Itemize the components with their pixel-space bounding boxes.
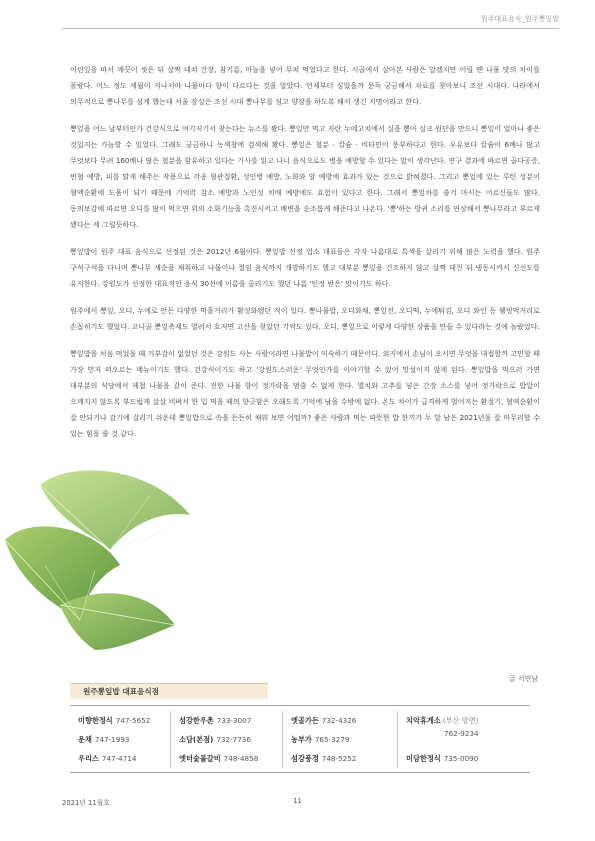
article-paragraph-2: 뽕잎을 어느 날부터인가 건강식으로 여기저기서 찾는다는 뉴스를 봤다. 뽕잎만 먹고 자란 누에고치에서 실을 뽑아 실크 원단을 만드니 뽕잎이 얼마나 좋은 것일지는 가늠할 수 있었다. 그래도 궁금하니 녹색창에 검색해 봤다. 뽕잎은 철분 · 칼슘 · 비타민이 풍부하다고 한다. 우유보다 칼슘이 6배나 많고 무엇보다 무려 160배나 많은 철분을 함유하고 있다는 기사를 읽고 나니 음식으로도 병을 예방할 수 있다는 말이 생각난다. 연구 결과에 따르면 골다공증, 빈혈 예방, 피를 맑게 해주는 작용으로 각종 혈관질환, 성인병 예방, 노화와 암 예방에 효과가 있는 것으로 밝혀졌다. 그리고 뽕잎에 있는 루틴 성분이 혈액순환에 도움이 되기 때문에 기억력 감소 예방과 노인성 치매 예방에도 효험이 있다고 한다. 그래서 뽕잎차를 즐겨 마시는 어르신들도 많다. 동의보감에 따르면 오디를 많이 먹으면 위의 소화기능을 촉진시키고 배변을 순조롭게 해준다고 나온다. '뽕'하는 방귀 소리를 연상해서 뽕나무라고 부르게 됐다는 게 그럴듯하다.	[70, 124, 540, 229]
article-paragraph-5: 뽕잎밥을 처음 먹었을 때 거부감이 없었던 것은 강원도 사는 사람이라면 나물밥이 익숙하기 때문이다. 외지에서 손님이 오시면 무엇을 대접할까 고민할 때 가장 먼저 떠오르는 메뉴이기도 했다. 건강식이기도 하고 '강원도스러운' 무엇인가를 이야기할 수 있어 망설이지 않게 된다. 뽕잎밥을 먹으러 가면 대부분의 식당에서 제철 나물을 같이 준다. 진한 나물 향이 젓가락을 멈출 수 없게 한다. 멸치와 고추를 넣은 간장 소스를 넣어 젓가락으로 밥알이 으깨지지 않도록 부드럽게 살살 비벼서 한 입 먹을 때의 향긋함은 오래도록 기억에 남을 수밖에 없다. 온도 차이가 급격하게 벌어지는 환절기, 혈액순환이 잘 안되거나 감기에 걸리기 쉬운데 뽕잎밥으로 속을 든든히 채워 보면 어떨까? 좋은 사람과 먹는 따뜻한 밥 한끼가 두 달 남은 2021년을 잘 마무리할 수 있는 힘을 줄 것 같다.	[70, 349, 540, 438]
restaurant-direction-note: (부산 방면)	[442, 716, 479, 725]
restaurant-name: 미담한정식	[406, 754, 441, 763]
restaurant-phone: 747-5652	[115, 716, 151, 725]
article-paragraph-3: 뽕잎밥이 원주 대표 음식으로 선정된 것은 2012년 6월이다. 뽕잎밥 선정 업소 대표들은 각자 나름대로 특색을 살리기 위해 많은 노력을 했다. 원주 구석구석을 다니며 뽕나무 새순을 채취하고 나물이나 절임 음식까지 개발하기도 했고 대부분 뽕잎을 건조하지 않고 살짝 데친 뒤 냉동시켜서 신선도를 유지한다. 강원도가 선정한 대표적인 음식 30선에 이름을 올리기도 했던 나름 '인정 받은' 맛이기도 하다.	[70, 247, 540, 288]
listing-table	[70, 705, 530, 773]
restaurant-name: 우리스	[78, 754, 99, 763]
restaurant-name: 미향한정식	[78, 716, 113, 725]
mulberry-leaves-illustration	[0, 455, 205, 655]
restaurant-entry	[179, 730, 282, 749]
header-divider	[62, 28, 559, 29]
restaurant-phone: 748-5252	[321, 754, 357, 763]
page-number: 11	[293, 797, 302, 805]
restaurant-name: 엣터숯불갈비	[179, 754, 221, 763]
section-header-label: 원주대표음식_원주뽕잎밥	[480, 15, 559, 23]
listing-column	[397, 711, 527, 768]
listing-column	[70, 711, 170, 768]
article-paragraph-1: 어린잎을 따서 깨끗이 씻은 뒤 살짝 데쳐 간장, 참기름, 마늘을 넣어 무쳐 먹었다고 한다. 시골에서 살아본 사람은 알겠지만 어릴 땐 나물 맛의 차이를 몰랐다. 어느 정도 세월이 지나서야 나물마다 향이 다르다는 것을 알았다. 언제부터 심었을까 문득 궁금해서 자료를 찾아보니 조선 시대다. 나라에서 의무적으로 뽕나무를 심게 했는데 서울 잠실은 조선 시대 뽕나무를 심고 양잠을 하도록 해서 생긴 지명이라고 한다.	[70, 65, 540, 106]
restaurant-phone: 765-3279	[314, 735, 350, 744]
restaurant-phone: 748-4858	[223, 754, 259, 763]
restaurant-name: 농부가	[291, 735, 312, 744]
restaurant-phone: 747-1993	[94, 735, 130, 744]
issue-label: 2021년 11월호	[62, 799, 110, 807]
restaurant-phone: 747-4714	[101, 754, 137, 763]
restaurant-name: 섬강한우촌	[179, 716, 214, 725]
restaurant-name: 치악휴게소	[406, 716, 441, 725]
restaurant-phone: 732-7736	[216, 735, 251, 744]
restaurant-entry	[406, 749, 527, 768]
restaurant-entry	[291, 749, 397, 768]
restaurant-phone: 732-4326	[321, 716, 357, 725]
author-credit: 글 서연남	[508, 675, 538, 683]
listing-column	[170, 711, 282, 768]
restaurant-name: 운채	[78, 735, 92, 744]
restaurant-listing	[70, 683, 530, 773]
restaurant-phone: 735-0090	[443, 754, 479, 763]
restaurant-entry	[179, 711, 282, 730]
restaurant-entry	[78, 749, 170, 768]
listing-column	[282, 711, 397, 768]
restaurant-entry	[291, 711, 397, 730]
restaurant-entry	[406, 711, 527, 749]
restaurant-entry	[179, 749, 282, 768]
restaurant-name: 엣골가든	[291, 716, 319, 725]
restaurant-entry	[291, 730, 397, 749]
restaurant-phone: 733-3007	[216, 716, 252, 725]
article-paragraph-4: 원주에서 뽕잎, 오디, 누에로 만든 다양한 먹을거리가 활성화됐던 적이 있다. 뽕나물밥, 오디화채, 뽕잎전, 오디떡, 누에튀김, 오디 와인 등 웰빙먹거리로 손꼽히기도 했었다. 고니골 뽕잎축제도 열려서 호저면 고산을 찾았던 기억도 있다. 오디, 뽕잎으로 이렇게 다양한 상품을 만들 수 있다라는 것에 놀랐었다.	[70, 306, 540, 331]
restaurant-name: 소담(본점)	[179, 735, 214, 744]
restaurant-name: 섬강풍경	[291, 754, 319, 763]
restaurant-entry	[78, 711, 170, 730]
restaurant-entry	[78, 730, 170, 749]
article-body	[70, 62, 540, 453]
listing-title: 원주뽕잎밥 대표음식점	[70, 683, 268, 699]
restaurant-phone: 762-9234	[444, 729, 479, 738]
